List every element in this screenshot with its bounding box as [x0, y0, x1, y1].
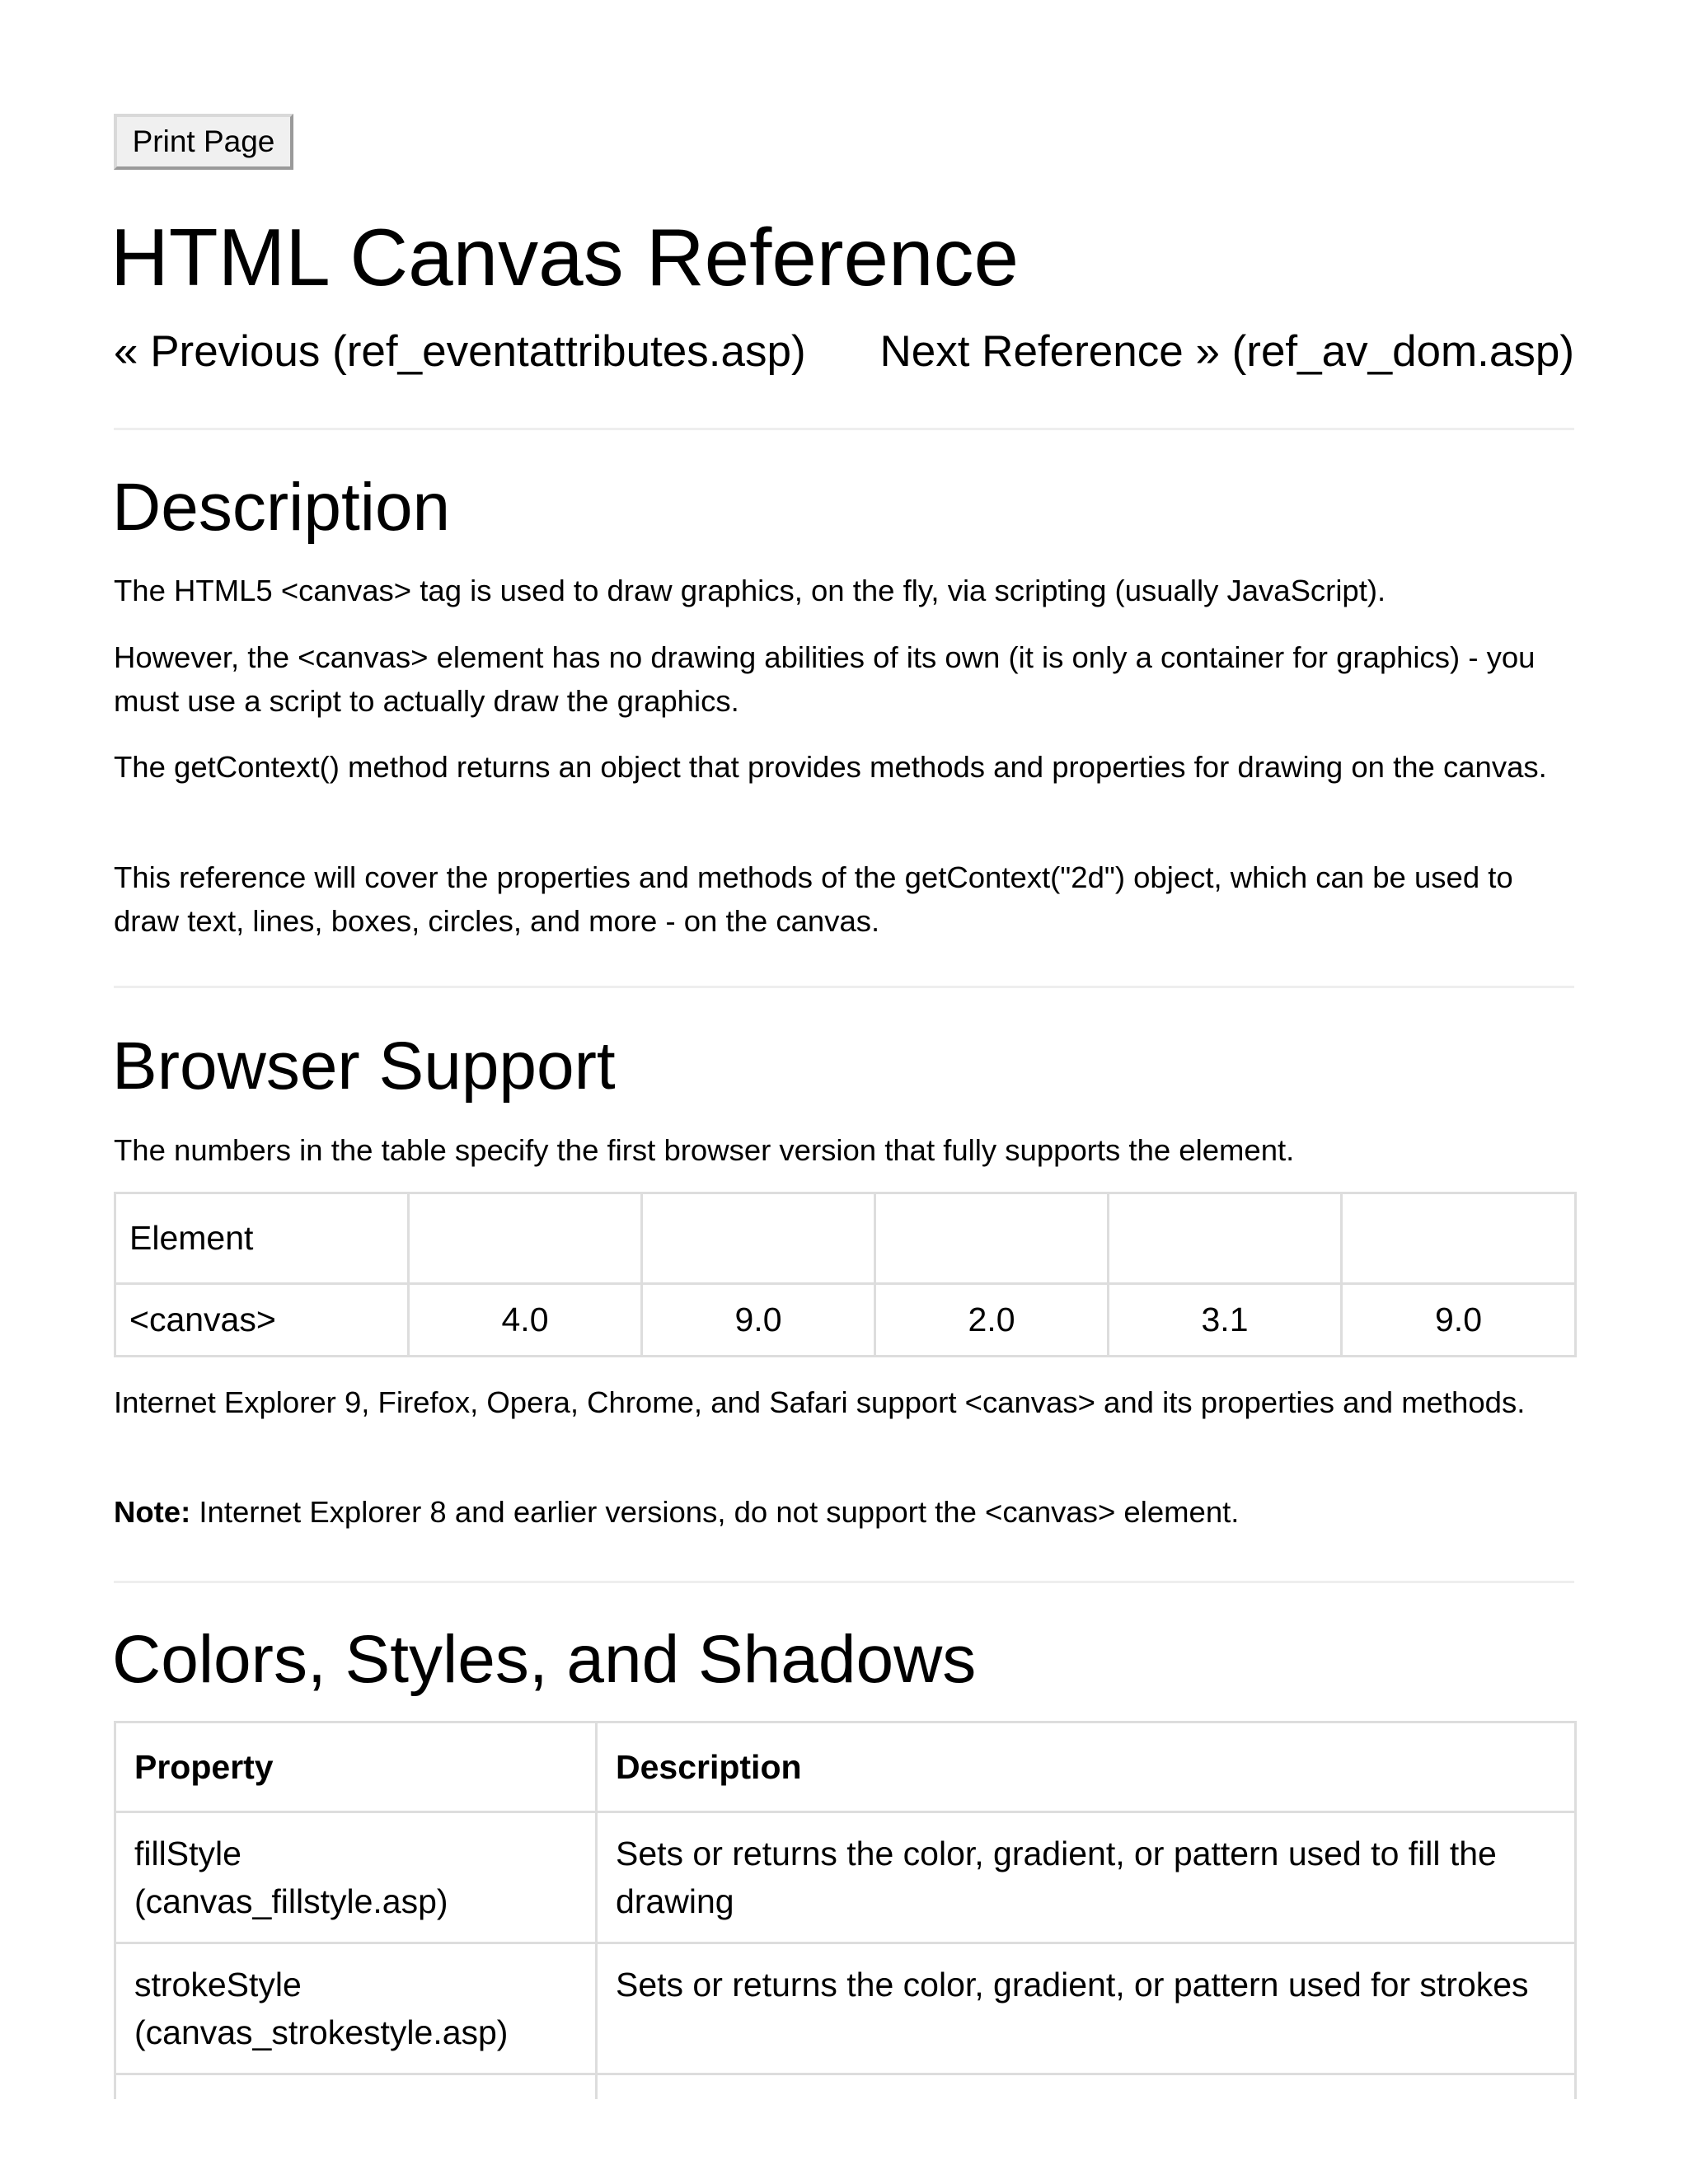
browser-logo-cell	[875, 1193, 1109, 1284]
divider	[114, 1581, 1574, 1583]
property-name-link[interactable]: strokeStyle	[134, 1966, 302, 2004]
table-cell	[597, 2074, 1576, 2099]
description-heading: Description	[112, 470, 451, 545]
browser-support-intro: The numbers in the table specify the first browser version that fully supports the element.	[114, 1133, 1295, 1167]
element-cell: <canvas>	[115, 1284, 409, 1357]
reference-navigation	[114, 323, 1574, 381]
description-paragraph: The HTML5 <canvas> tag is used to draw graphics, on the fly, via scripting (usually JavaScript).	[114, 574, 1386, 607]
browser-support-heading: Browser Support	[112, 1029, 616, 1104]
browser-support-table	[114, 1192, 1577, 1357]
next-reference-link[interactable]: Next Reference » (ref_av_dom.asp)	[879, 327, 1574, 376]
property-cell	[115, 1943, 597, 2074]
table-header-cell: Element	[115, 1193, 409, 1284]
description-cell: Sets or returns the color, gradient, or pattern used for strokes	[597, 1943, 1576, 2074]
browser-logo-cell	[409, 1193, 642, 1284]
support-note: Internet Explorer 9, Firefox, Opera, Chrome, and Safari support <canvas> and its properties and methods.	[114, 1385, 1526, 1419]
version-cell: 3.1	[1109, 1284, 1342, 1357]
version-cell: 9.0	[1342, 1284, 1576, 1357]
version-cell: 2.0	[875, 1284, 1109, 1357]
divider	[114, 428, 1574, 430]
browser-logo-cell	[1109, 1193, 1342, 1284]
ie-note	[114, 1490, 1574, 1534]
description-paragraph: The getContext() method returns an object that provides methods and properties for drawing on the canvas.	[114, 750, 1547, 784]
browser-logo-cell	[1342, 1193, 1576, 1284]
table-header-row	[115, 1193, 1576, 1284]
divider	[114, 986, 1574, 988]
version-cell: 9.0	[642, 1284, 875, 1357]
column-header-property: Property	[115, 1722, 597, 1812]
description-paragraph: This reference will cover the properties and methods of the getContext("2d") object, which can be used to draw text, lines, boxes, circles, and more - on the canvas.	[114, 860, 1513, 938]
property-cell	[115, 1812, 597, 1943]
table-row	[115, 1812, 1576, 1943]
table-row-continuation	[115, 2074, 1576, 2099]
note-text: Internet Explorer 8 and earlier versions, do not support the <canvas> element.	[190, 1495, 1240, 1529]
browser-logo-cell	[642, 1193, 875, 1284]
property-href: (canvas_strokestyle.asp)	[134, 2013, 509, 2051]
version-cell: 4.0	[409, 1284, 642, 1357]
colors-heading: Colors, Styles, and Shadows	[112, 1622, 977, 1697]
table-row	[115, 1284, 1576, 1357]
table-header-row	[115, 1722, 1576, 1812]
print-page-button[interactable]: Print Page	[114, 114, 293, 170]
note-label: Note:	[114, 1495, 191, 1529]
table-cell	[115, 2074, 597, 2099]
property-href: (canvas_fillstyle.asp)	[134, 1882, 448, 1920]
properties-table	[114, 1721, 1577, 2099]
description-cell: Sets or returns the color, gradient, or pattern used to fill the drawing	[597, 1812, 1576, 1943]
table-row	[115, 1943, 1576, 2074]
column-header-description: Description	[597, 1722, 1576, 1812]
page-title: HTML Canvas Reference	[110, 212, 1020, 302]
property-name-link[interactable]: fillStyle	[134, 1835, 241, 1872]
previous-link[interactable]: « Previous (ref_eventattributes.asp)	[114, 327, 806, 376]
description-paragraph: However, the <canvas> element has no drawing abilities of its own (it is only a container for graphics) - you must use a script to actually draw the graphics.	[114, 640, 1536, 718]
